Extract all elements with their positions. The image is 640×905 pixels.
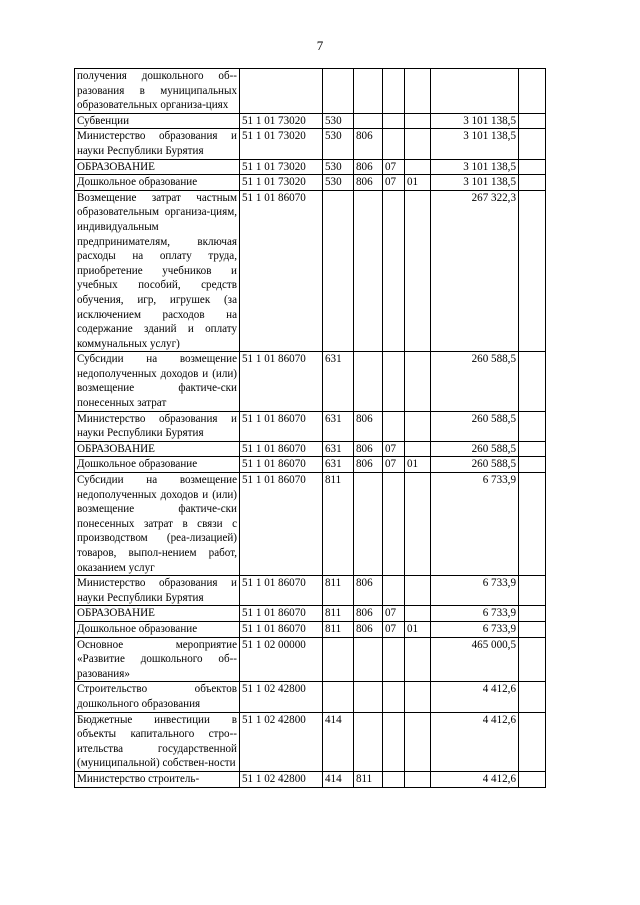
row-name-cell: Министерство образования и науки Республики Бурятия: [75, 129, 240, 159]
ministry-code-cell: 811: [354, 771, 383, 787]
amount-cell: 465 000,5: [431, 637, 519, 682]
table-row: [75, 175, 546, 191]
extra-cell: [519, 637, 546, 682]
extra-cell: [519, 606, 546, 622]
table-body: [75, 69, 546, 788]
ministry-code-cell: 806: [354, 411, 383, 441]
expense-type-cell: 811: [323, 621, 354, 637]
table-row: [75, 621, 546, 637]
table-row: [75, 637, 546, 682]
row-name-cell: ОБРАЗОВАНИЕ: [75, 441, 240, 457]
subsection-code-cell: [405, 113, 431, 129]
expense-type-cell: 811: [323, 606, 354, 622]
target-code-cell: 51 1 01 86070: [240, 457, 323, 473]
target-code-cell: 51 1 01 73020: [240, 129, 323, 159]
ministry-code-cell: 806: [354, 441, 383, 457]
target-code-cell: 51 1 01 86070: [240, 473, 323, 576]
ministry-code-cell: 806: [354, 621, 383, 637]
extra-cell: [519, 69, 546, 114]
expense-type-cell: [323, 190, 354, 352]
section-code-cell: 07: [383, 457, 405, 473]
amount-cell: 3 101 138,5: [431, 175, 519, 191]
subsection-code-cell: [405, 576, 431, 606]
subsection-code-cell: [405, 190, 431, 352]
table-row: [75, 441, 546, 457]
expense-type-cell: 530: [323, 159, 354, 175]
row-name-cell: Субсидии на возмещение недополученных доходов и (или) возмещение фактиче-ски понесенных затрат: [75, 352, 240, 411]
expense-type-cell: [323, 69, 354, 114]
subsection-code-cell: 01: [405, 175, 431, 191]
row-name-cell: получения дошкольного об-разования в муниципальных образовательных организа-циях: [75, 69, 240, 114]
target-code-cell: 51 1 01 86070: [240, 576, 323, 606]
expense-type-cell: 811: [323, 576, 354, 606]
table-row: [75, 682, 546, 712]
table-row: [75, 606, 546, 622]
ministry-code-cell: [354, 190, 383, 352]
row-name-cell: ОБРАЗОВАНИЕ: [75, 606, 240, 622]
expense-type-cell: 414: [323, 771, 354, 787]
row-name-cell: Бюджетные инвестиции в объекты капитального стро-ительства государственной (муниципальной) собствен-ности: [75, 712, 240, 771]
row-name-cell: Строительство объектов дошкольного образования: [75, 682, 240, 712]
subsection-code-cell: [405, 411, 431, 441]
section-code-cell: [383, 69, 405, 114]
target-code-cell: 51 1 01 86070: [240, 190, 323, 352]
row-name-cell: Дошкольное образование: [75, 175, 240, 191]
section-code-cell: 07: [383, 159, 405, 175]
table-row: [75, 576, 546, 606]
amount-cell: 4 412,6: [431, 712, 519, 771]
row-name-cell: Субсидии на возмещение недополученных доходов и (или) возмещение фактиче-ски понесенных затрат в связи с производством (реа-лизацией) товаров, выпол-нением работ, оказанием услуг: [75, 473, 240, 576]
extra-cell: [519, 621, 546, 637]
section-code-cell: [383, 712, 405, 771]
ministry-code-cell: [354, 712, 383, 771]
extra-cell: [519, 175, 546, 191]
amount-cell: 260 588,5: [431, 352, 519, 411]
subsection-code-cell: [405, 159, 431, 175]
expense-type-cell: [323, 637, 354, 682]
subsection-code-cell: [405, 352, 431, 411]
extra-cell: [519, 576, 546, 606]
row-name-cell: Министерство образования и науки Республики Бурятия: [75, 411, 240, 441]
target-code-cell: 51 1 01 73020: [240, 113, 323, 129]
target-code-cell: 51 1 01 73020: [240, 175, 323, 191]
ministry-code-cell: 806: [354, 576, 383, 606]
ministry-code-cell: [354, 682, 383, 712]
expense-type-cell: 414: [323, 712, 354, 771]
section-code-cell: [383, 771, 405, 787]
row-name-cell: Основное мероприятие «Развитие дошкольного об-разования»: [75, 637, 240, 682]
extra-cell: [519, 411, 546, 441]
section-code-cell: [383, 129, 405, 159]
row-name-cell: Дошкольное образование: [75, 621, 240, 637]
extra-cell: [519, 441, 546, 457]
section-code-cell: [383, 352, 405, 411]
subsection-code-cell: 01: [405, 621, 431, 637]
target-code-cell: [240, 69, 323, 114]
amount-cell: 260 588,5: [431, 411, 519, 441]
subsection-code-cell: [405, 129, 431, 159]
ministry-code-cell: [354, 637, 383, 682]
ministry-code-cell: 806: [354, 175, 383, 191]
amount-cell: 267 322,3: [431, 190, 519, 352]
extra-cell: [519, 712, 546, 771]
target-code-cell: 51 1 01 86070: [240, 621, 323, 637]
extra-cell: [519, 113, 546, 129]
amount-cell: 6 733,9: [431, 606, 519, 622]
table-row: [75, 159, 546, 175]
amount-cell: 6 733,9: [431, 473, 519, 576]
ministry-code-cell: 806: [354, 129, 383, 159]
extra-cell: [519, 682, 546, 712]
target-code-cell: 51 1 01 73020: [240, 159, 323, 175]
expense-type-cell: 631: [323, 352, 354, 411]
section-code-cell: [383, 637, 405, 682]
ministry-code-cell: [354, 352, 383, 411]
amount-cell: 260 588,5: [431, 441, 519, 457]
target-code-cell: 51 1 02 42800: [240, 712, 323, 771]
amount-cell: 260 588,5: [431, 457, 519, 473]
expense-type-cell: 530: [323, 113, 354, 129]
expense-type-cell: 530: [323, 175, 354, 191]
expense-type-cell: 631: [323, 411, 354, 441]
table-row: [75, 712, 546, 771]
subsection-code-cell: [405, 712, 431, 771]
row-name-cell: Возмещение затрат частным образовательным организа-циям, индивидуальным предпринимателям, включая расходы на оплату труда, приобретение учебников и учебных пособий, средств обучения, игр, игрушек (за исключением расходов на содержание зданий и оплату коммунальных услуг): [75, 190, 240, 352]
expense-type-cell: 811: [323, 473, 354, 576]
table-row: [75, 352, 546, 411]
section-code-cell: [383, 682, 405, 712]
amount-cell: 4 412,6: [431, 771, 519, 787]
amount-cell: 6 733,9: [431, 576, 519, 606]
expense-type-cell: 631: [323, 441, 354, 457]
ministry-code-cell: 806: [354, 606, 383, 622]
extra-cell: [519, 159, 546, 175]
table-row: [75, 457, 546, 473]
subsection-code-cell: [405, 771, 431, 787]
expense-type-cell: [323, 682, 354, 712]
target-code-cell: 51 1 02 00000: [240, 637, 323, 682]
extra-cell: [519, 129, 546, 159]
expense-type-cell: 631: [323, 457, 354, 473]
table-row: [75, 113, 546, 129]
extra-cell: [519, 473, 546, 576]
ministry-code-cell: [354, 473, 383, 576]
row-name-cell: Министерство образования и науки Республики Бурятия: [75, 576, 240, 606]
subsection-code-cell: 01: [405, 457, 431, 473]
target-code-cell: 51 1 01 86070: [240, 441, 323, 457]
amount-cell: [431, 69, 519, 114]
amount-cell: 6 733,9: [431, 621, 519, 637]
ministry-code-cell: [354, 113, 383, 129]
subsection-code-cell: [405, 473, 431, 576]
section-code-cell: [383, 190, 405, 352]
ministry-code-cell: 806: [354, 457, 383, 473]
table-row: [75, 190, 546, 352]
target-code-cell: 51 1 01 86070: [240, 411, 323, 441]
ministry-code-cell: [354, 69, 383, 114]
subsection-code-cell: [405, 682, 431, 712]
page-number: 7: [316, 38, 324, 53]
table-row: [75, 473, 546, 576]
extra-cell: [519, 352, 546, 411]
row-name-cell: Министерство строитель-: [75, 771, 240, 787]
amount-cell: 4 412,6: [431, 682, 519, 712]
table-row: [75, 69, 546, 114]
row-name-cell: ОБРАЗОВАНИЕ: [75, 159, 240, 175]
amount-cell: 3 101 138,5: [431, 129, 519, 159]
section-code-cell: 07: [383, 621, 405, 637]
budget-table: [74, 68, 546, 788]
section-code-cell: 07: [383, 441, 405, 457]
amount-cell: 3 101 138,5: [431, 113, 519, 129]
section-code-cell: [383, 576, 405, 606]
table-row: [75, 771, 546, 787]
expense-type-cell: 530: [323, 129, 354, 159]
target-code-cell: 51 1 01 86070: [240, 606, 323, 622]
table-row: [75, 411, 546, 441]
extra-cell: [519, 457, 546, 473]
subsection-code-cell: [405, 69, 431, 114]
target-code-cell: 51 1 02 42800: [240, 682, 323, 712]
subsection-code-cell: [405, 606, 431, 622]
subsection-code-cell: [405, 637, 431, 682]
section-code-cell: [383, 473, 405, 576]
section-code-cell: 07: [383, 606, 405, 622]
row-name-cell: Субвенции: [75, 113, 240, 129]
target-code-cell: 51 1 01 86070: [240, 352, 323, 411]
section-code-cell: 07: [383, 175, 405, 191]
section-code-cell: [383, 411, 405, 441]
target-code-cell: 51 1 02 42800: [240, 771, 323, 787]
subsection-code-cell: [405, 441, 431, 457]
table-row: [75, 129, 546, 159]
extra-cell: [519, 771, 546, 787]
row-name-cell: Дошкольное образование: [75, 457, 240, 473]
section-code-cell: [383, 113, 405, 129]
amount-cell: 3 101 138,5: [431, 159, 519, 175]
extra-cell: [519, 190, 546, 352]
ministry-code-cell: 806: [354, 159, 383, 175]
